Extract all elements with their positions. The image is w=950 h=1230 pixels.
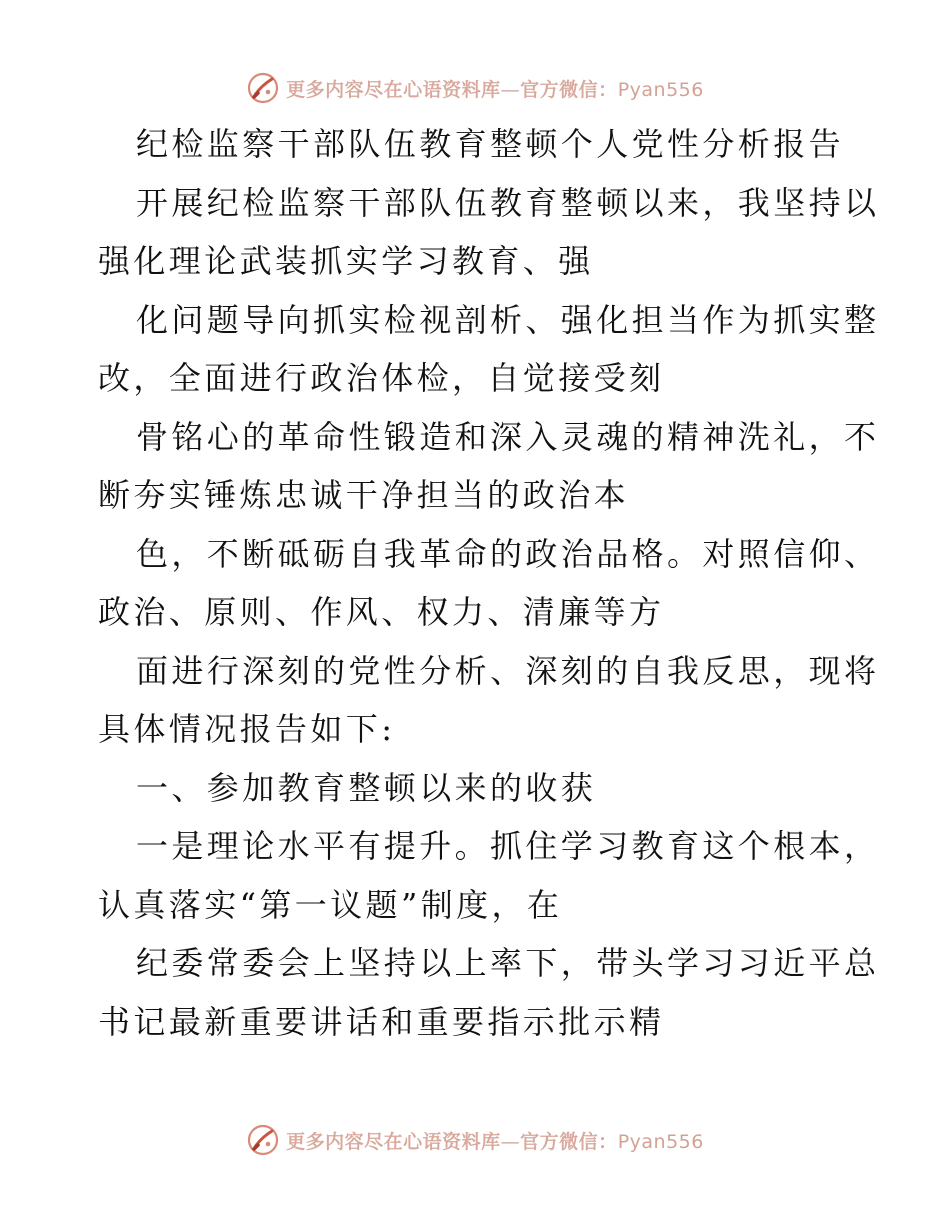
paragraph-line: 具体情况报告如下: [98, 710, 396, 748]
watermark-text [286, 1127, 704, 1154]
paragraph-line: 认真落实“第一议题”制度，在 [98, 885, 563, 924]
paragraph-line: 书记最新重要讲话和重要指示批示精 [98, 1002, 665, 1041]
watermark-wechat-label: 官方微信： [520, 78, 618, 101]
footer-watermark [0, 1120, 950, 1160]
watermark-separator: — [500, 1130, 521, 1153]
header-watermark [0, 68, 950, 108]
paragraph-line: 色，不断砥砺自我革命的政治品格。对照信仰、 [136, 534, 880, 573]
paragraph-line: 断夯实锤炼忠诚干净担当的政治本 [98, 476, 630, 514]
document-title: 纪检监察干部队伍教育整顿个人党性分析报告 [136, 125, 845, 163]
watermark-main-text: 更多内容尽在心语资料库 [286, 78, 501, 101]
paragraph-line: 纪委常委会上坚持以上率下，带头学习习近平总 [136, 944, 880, 982]
paragraph-line: 政治、原则、作风、权力、清廉等方 [98, 593, 665, 631]
paragraph-line: 骨铭心的革命性锻造和深入灵魂的精神洗礼，不 [136, 417, 880, 456]
paragraph-line: 改，全面进行政治体检，自觉接受刻 [98, 359, 665, 397]
watermark-text [286, 75, 704, 102]
paragraph-line: 一是理论水平有提升。抓住学习教育这个根本， [136, 827, 880, 865]
watermark-main-text: 更多内容尽在心语资料库 [286, 1130, 501, 1153]
ink-brush-logo-icon [246, 71, 280, 105]
watermark-wechat-label: 官方微信： [520, 1130, 618, 1153]
watermark-wechat-id: Pyan556 [617, 1130, 704, 1153]
paragraph-line: 开展纪检监察干部队伍教育整顿以来，我坚持以 [136, 183, 880, 222]
watermark-separator: — [500, 78, 521, 101]
section-heading: 一、参加教育整顿以来的收获 [136, 768, 597, 807]
paragraph-line: 强化理论武装抓实学习教育、强 [98, 242, 594, 280]
paragraph-line: 面进行深刻的党性分析、深刻的自我反思，现将 [136, 651, 880, 690]
paragraph-line: 化问题导向抓实检视剖析、强化担当作为抓实整 [136, 300, 880, 339]
ink-brush-logo-icon [246, 1123, 280, 1157]
watermark-wechat-id: Pyan556 [617, 78, 704, 101]
document-body [98, 115, 880, 1051]
